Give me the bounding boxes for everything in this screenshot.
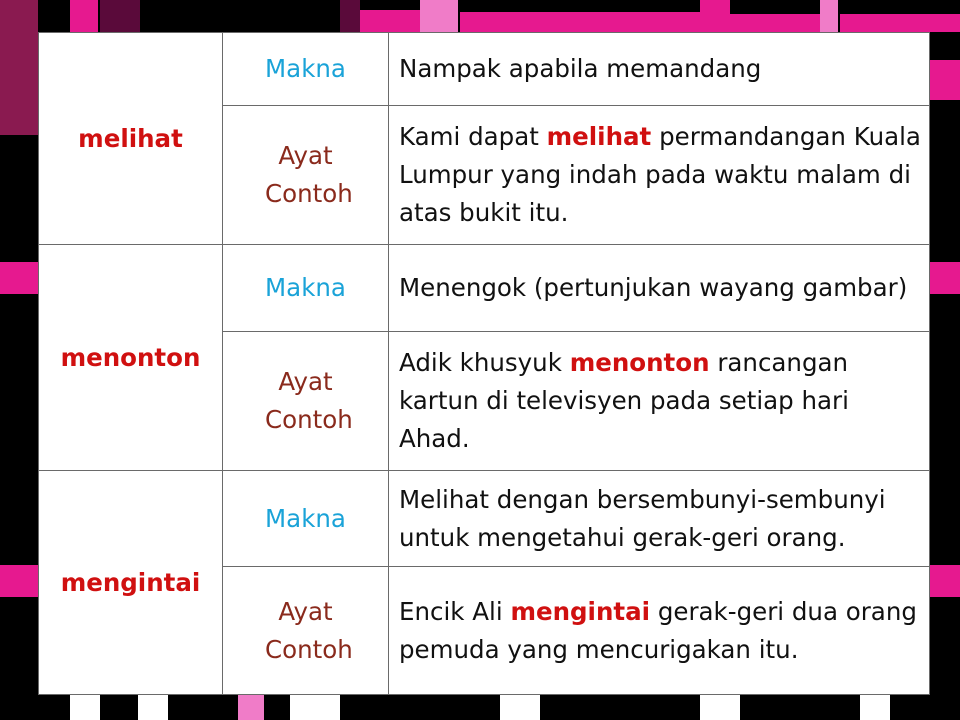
ayat-contoh-text (389, 332, 930, 471)
sentence-part: Encik Ali (399, 596, 511, 626)
table-row (39, 471, 930, 567)
decor-block-bottom-2 (138, 694, 168, 720)
makna-text: Menengok (pertunjukan wayang gambar) (389, 245, 930, 332)
sentence-part: Kami dapat (399, 122, 547, 151)
table-row (39, 245, 930, 332)
decor-block-top-1 (340, 0, 360, 32)
decor-block-top-plum (100, 0, 140, 32)
decor-stripe-right-2 (930, 262, 960, 294)
makna-text: Melihat dengan bersembunyi-sembunyi untuk mengetahui gerak-geri orang. (389, 471, 930, 567)
decor-block-top-4 (460, 12, 700, 32)
ayat-contoh-label: Ayat Contoh (223, 567, 389, 695)
sentence-part: rancangan kartun di televisyen pada setiap hari Ahad. (399, 348, 849, 453)
decor-block-top-pink (70, 0, 98, 32)
ayat-contoh-text (389, 106, 930, 245)
table-row (39, 33, 930, 106)
highlighted-word: melihat (546, 122, 652, 151)
decor-block-top-6 (730, 14, 820, 32)
ayat-contoh-label: Ayat Contoh (223, 332, 389, 471)
decor-block-top-3 (420, 0, 458, 32)
decor-block-top-2 (360, 10, 420, 32)
highlighted-word: mengintai (510, 596, 651, 626)
sentence-part: Adik khusyuk (399, 348, 570, 377)
decor-stripe-right-1 (930, 60, 960, 100)
decor-block-bottom-5 (500, 694, 540, 720)
decor-stripe-right-3 (930, 565, 960, 597)
decor-stripe-top-left (0, 0, 38, 135)
sentence-part: gerak-geri dua orang pemuda yang mencurigakan itu. (399, 596, 917, 664)
decor-block-bottom-4 (290, 694, 340, 720)
decor-block-bottom-6 (700, 694, 740, 720)
makna-label: Makna (223, 33, 389, 106)
makna-label: Makna (223, 471, 389, 567)
vocabulary-table-container (38, 32, 930, 694)
entry-word: mengintai (39, 471, 223, 695)
decor-block-bottom-1 (70, 694, 100, 720)
decor-block-top-8 (840, 14, 960, 32)
vocabulary-table (38, 32, 930, 695)
decor-stripe-left-2 (0, 565, 38, 597)
decor-block-top-5 (700, 0, 730, 32)
sentence-part: permandangan Kuala Lumpur yang indah pada waktu malam di atas bukit itu. (399, 122, 921, 227)
decor-block-top-7 (820, 0, 838, 32)
decor-block-bottom-3 (238, 694, 264, 720)
ayat-contoh-text (389, 567, 930, 695)
makna-label: Makna (223, 245, 389, 332)
makna-text: Nampak apabila memandang (389, 33, 930, 106)
entry-word: melihat (39, 33, 223, 245)
ayat-contoh-label: Ayat Contoh (223, 106, 389, 245)
highlighted-word: menonton (569, 348, 710, 377)
decor-block-bottom-7 (860, 694, 890, 720)
decor-stripe-left-1 (0, 262, 38, 294)
entry-word: menonton (39, 245, 223, 471)
